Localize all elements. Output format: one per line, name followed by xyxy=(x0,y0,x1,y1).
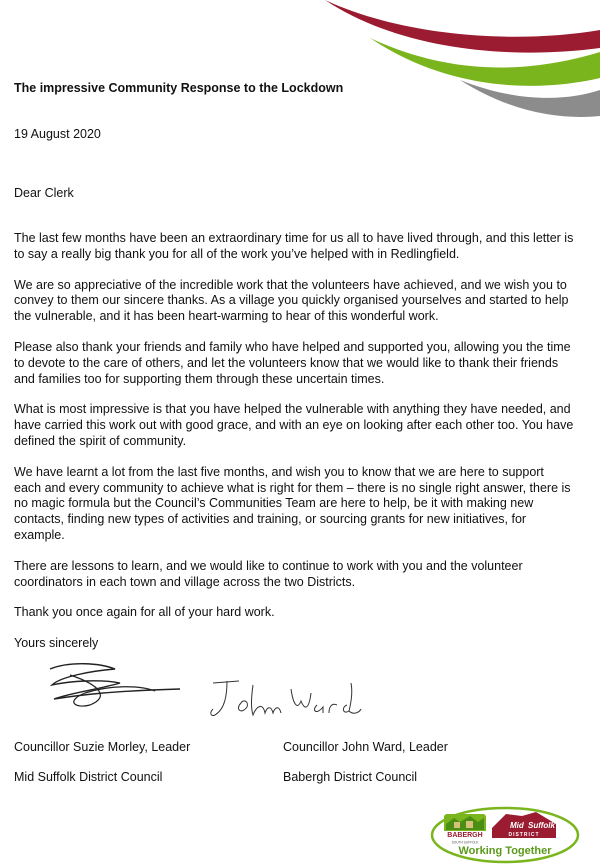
letter-date: 19 August 2020 xyxy=(14,127,101,141)
paragraph: Thank you once again for all of your hard work. xyxy=(14,605,275,620)
logo-mid-text: Mid xyxy=(510,821,524,830)
logo-babergh-sub-text: SOUTH SUFFOLK xyxy=(451,840,479,845)
logo-babergh-text: BABERGH xyxy=(447,832,483,839)
signature-suzie-morley xyxy=(30,655,190,715)
paragraph: We have learnt a lot from the last five months, and wish you to know that we are here to support each and every community to achieve what is right for them – there is no single right answer, there is no magic formula but the Council’s Communities Team are here to help, be it with making new contacts, finding new types of activities and training, or sourcing grants for new initiatives, for example. xyxy=(14,464,571,542)
logo-tagline: Working Together xyxy=(458,845,552,857)
signatory-council-babergh: Babergh District Council xyxy=(283,770,418,784)
paragraph: The last few months have been an extraordinary time for us all to have lived through, and this letter is to say a really big thank you for all of the work you’ve helped with in Redlingfield. xyxy=(14,231,574,261)
signatory-name-ward: Councillor John Ward, Leader xyxy=(283,740,448,754)
paragraph: We are so appreciative of the incredible work that the volunteers have achieved, and we wish you to convey to them our sincere thanks. As a village you quickly organised yourselves and started to help the vulnerable, and it has been heart-warming to hear of this wonderful work. xyxy=(14,277,569,324)
babergh-mid-suffolk-logo xyxy=(430,804,580,864)
salutation: Dear Clerk xyxy=(14,186,74,200)
logo-suffolk-text: Suffolk xyxy=(528,821,555,830)
signatory-council-mid-suffolk: Mid Suffolk District Council xyxy=(14,770,163,784)
header-swoosh-graphic xyxy=(310,0,600,120)
letter-title: The impressive Community Response to the Lockdown xyxy=(14,81,344,95)
paragraph: Please also thank your friends and family who have helped and supported you, allowing you the time to devote to the care of others, and let the volunteers know that we would like to thank their friends and families too for supporting them through these uncertain times. xyxy=(14,339,571,386)
paragraph: What is most impressive is that you have helped the vulnerable with anything they have needed, and have carried this work out with good grace, and with an eye on looking after each other too. You have defined the spirit of community. xyxy=(14,402,574,448)
paragraph: There are lessons to learn, and we would like to continue to work with you and the volunteer coordinators in each town and village across the two Districts. xyxy=(14,558,523,589)
logo-district-text: DISTRICT xyxy=(508,832,540,838)
signature-john-ward xyxy=(205,675,365,725)
closing: Yours sincerely xyxy=(14,636,99,651)
letter-body xyxy=(14,231,574,667)
signatory-name-morley: Councillor Suzie Morley, Leader xyxy=(14,740,191,754)
